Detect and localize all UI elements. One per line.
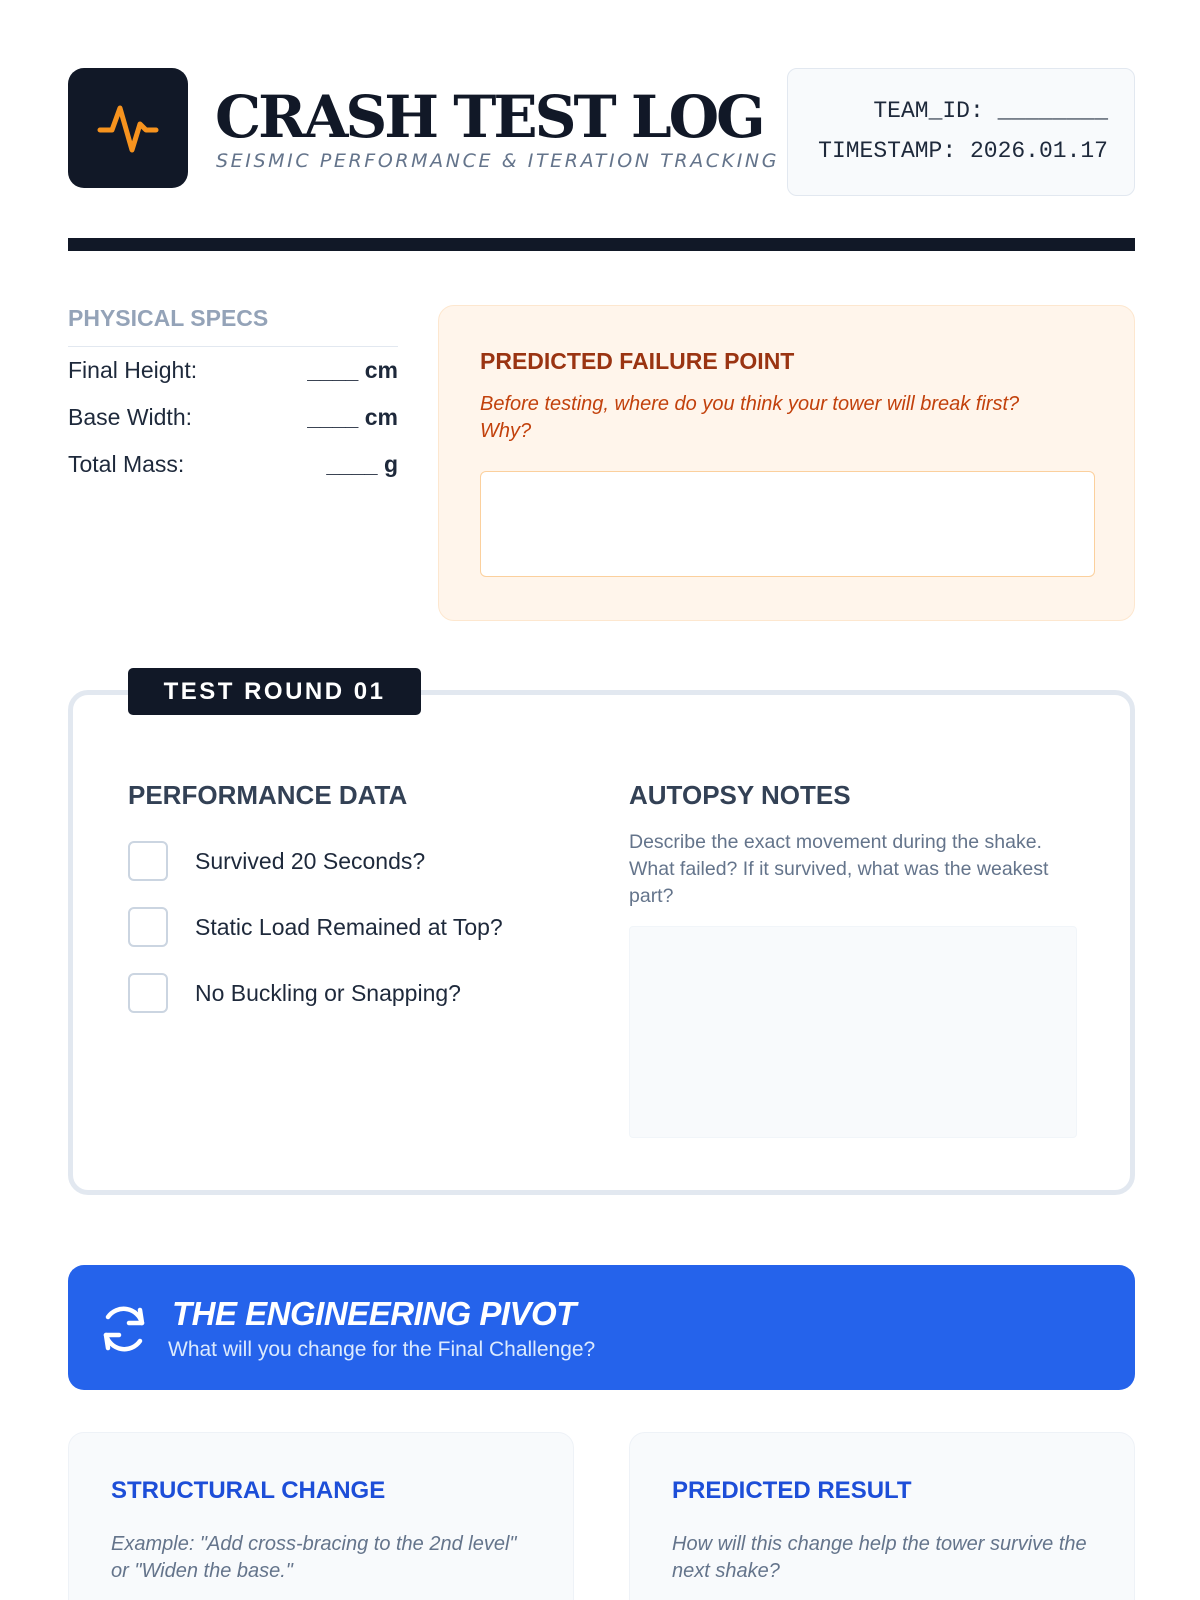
- performance-data-title: PERFORMANCE DATA: [128, 780, 408, 810]
- predicted-failure-input[interactable]: [480, 471, 1095, 577]
- meta-info-box: [787, 68, 1135, 196]
- no-buckling-checkbox[interactable]: [128, 973, 168, 1013]
- specs-title: PHYSICAL SPECS: [68, 305, 398, 347]
- refresh-cycle-icon: [96, 1301, 152, 1357]
- spec-row-width: [68, 394, 398, 441]
- spec-label: Final Height:: [68, 357, 198, 383]
- activity-pulse-icon: [96, 96, 160, 160]
- page-title: CRASH TEST LOG: [215, 83, 763, 151]
- structural-change-prompt: Example: "Add cross-bracing to the 2nd level" or "Widen the base.": [111, 1533, 517, 1582]
- spec-mass-field[interactable]: ____ g: [326, 451, 398, 477]
- engineering-pivot-banner: [68, 1265, 1135, 1390]
- check-no-buckling-row[interactable]: [128, 973, 588, 1013]
- autopsy-notes-description: Describe the exact movement during the shake. What failed? If it survived, what was the weakest part?: [629, 831, 1049, 907]
- predicted-failure-title: PREDICTED FAILURE POINT: [480, 348, 795, 374]
- autopsy-notes-title: AUTOPSY NOTES: [629, 780, 851, 810]
- timestamp-label: TIMESTAMP: 2026.01.17: [818, 138, 1108, 164]
- predicted-failure-question: Before testing, where do you think your tower will break first? Why?: [480, 393, 1020, 442]
- pivot-title: THE ENGINEERING PIVOT: [172, 1295, 576, 1332]
- performance-data-section: [128, 780, 588, 1013]
- structural-change-card: [68, 1432, 574, 1600]
- static-load-checkbox[interactable]: [128, 907, 168, 947]
- autopsy-notes-input[interactable]: [629, 926, 1077, 1138]
- page-subtitle: SEISMIC PERFORMANCE & ITERATION TRACKING: [216, 150, 780, 172]
- predicted-result-card: [629, 1432, 1135, 1600]
- spec-label: Total Mass:: [68, 451, 185, 477]
- check-label: No Buckling or Snapping?: [195, 979, 461, 1006]
- app-logo: [68, 68, 188, 188]
- autopsy-notes-section: [629, 780, 1077, 1138]
- spec-height-field[interactable]: ____ cm: [307, 357, 398, 383]
- physical-specs-section: [68, 305, 398, 488]
- check-survived-row[interactable]: [128, 841, 588, 881]
- structural-change-title: STRUCTURAL CHANGE: [111, 1477, 386, 1504]
- predicted-result-title: PREDICTED RESULT: [672, 1477, 912, 1504]
- spec-width-field[interactable]: ____ cm: [307, 404, 398, 430]
- team-id-field[interactable]: TEAM_ID: ________: [873, 98, 1108, 124]
- spec-row-mass: [68, 441, 398, 488]
- check-label: Static Load Remained at Top?: [195, 913, 503, 940]
- pivot-subtitle: What will you change for the Final Challenge?: [168, 1338, 596, 1361]
- survived-checkbox[interactable]: [128, 841, 168, 881]
- predicted-failure-card: [438, 305, 1135, 621]
- spec-label: Base Width:: [68, 404, 192, 430]
- check-label: Survived 20 Seconds?: [195, 847, 426, 874]
- test-round-tab: TEST ROUND 01: [128, 668, 421, 715]
- spec-row-height: [68, 347, 398, 394]
- predicted-result-prompt: How will this change help the tower survive the next shake?: [672, 1533, 1087, 1582]
- header-divider: [68, 238, 1135, 251]
- check-static-load-row[interactable]: [128, 907, 588, 947]
